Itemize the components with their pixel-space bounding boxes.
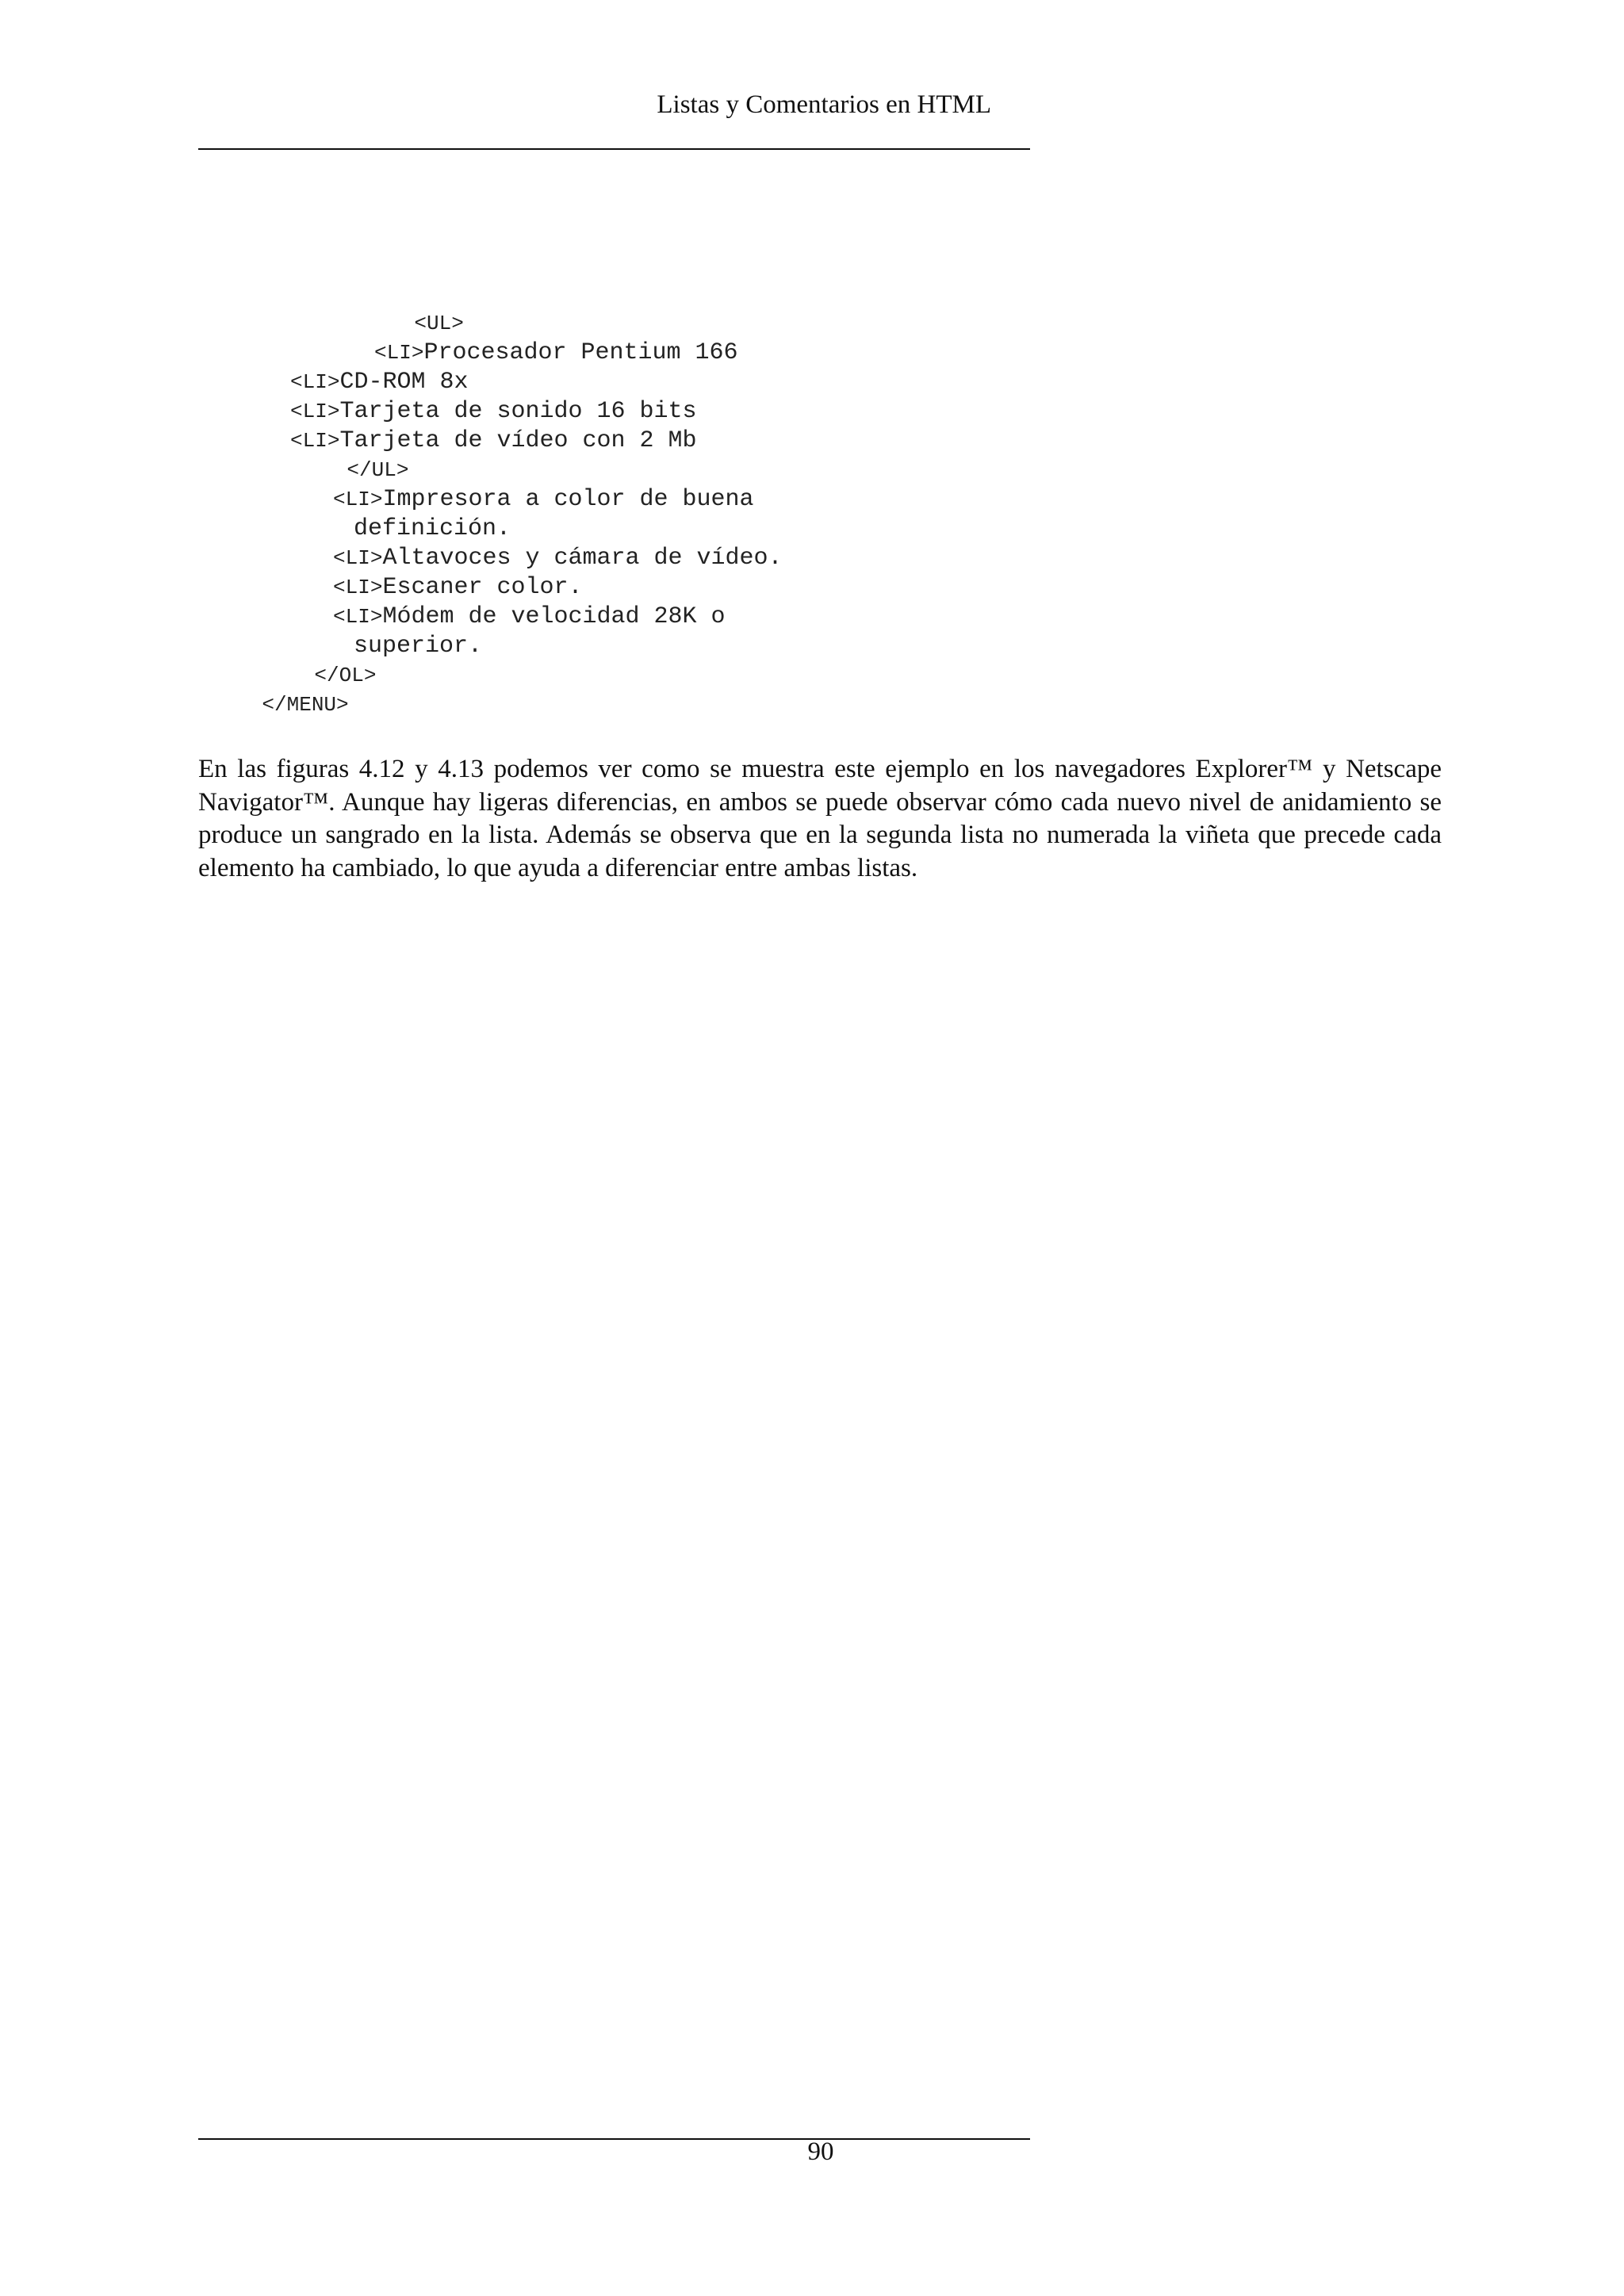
code-tag: </MENU> [262,693,349,717]
code-tag: <LI> [290,429,340,453]
header-divider [198,148,1030,150]
code-text: Escaner color. [382,574,583,601]
page-number: 90 [807,2137,834,2166]
code-text: CD-ROM 8x [339,369,469,396]
footer-divider [198,2138,1030,2140]
code-tag: <LI> [290,370,340,394]
code-tag: <LI> [333,546,383,570]
code-line [213,661,349,749]
code-text: Procesador Pentium 166 [423,339,738,366]
code-tag: <UL> [414,312,464,335]
body-paragraph: En las figuras 4.12 y 4.13 podemos ver como se muestra este ejemplo en los navegadores Explorer™ y Netscape Navigator™. Aunque hay ligeras diferencias, en ambos se puede observar cómo cada nuevo nivel de anidamiento se produce un sangrado en la lista. Además se observa que en la segunda lista no numerada la viñeta que precede cada elemento ha cambiado, lo que ayuda a diferenciar entre ambas listas. [198,755,1442,882]
code-tag: <LI> [333,605,383,629]
code-tag: </UL> [347,458,409,482]
code-tag: <LI> [374,341,424,365]
code-text: definición. [354,515,511,542]
code-text: Altavoces y cámara de vídeo. [382,545,783,572]
code-text: superior. [354,633,483,660]
code-tag: </OL> [314,664,377,687]
code-tag: <LI> [333,576,383,599]
code-tag: <LI> [333,488,383,511]
code-text: Tarjeta de sonido 16 bits [339,398,697,425]
running-header-title: Listas y Comentarios en HTML [657,90,991,119]
code-tag: <LI> [290,400,340,423]
code-text: Impresora a color de buena [382,486,754,513]
code-text: Módem de velocidad 28K o [382,603,726,630]
code-text: Tarjeta de vídeo con 2 Mb [339,427,697,454]
